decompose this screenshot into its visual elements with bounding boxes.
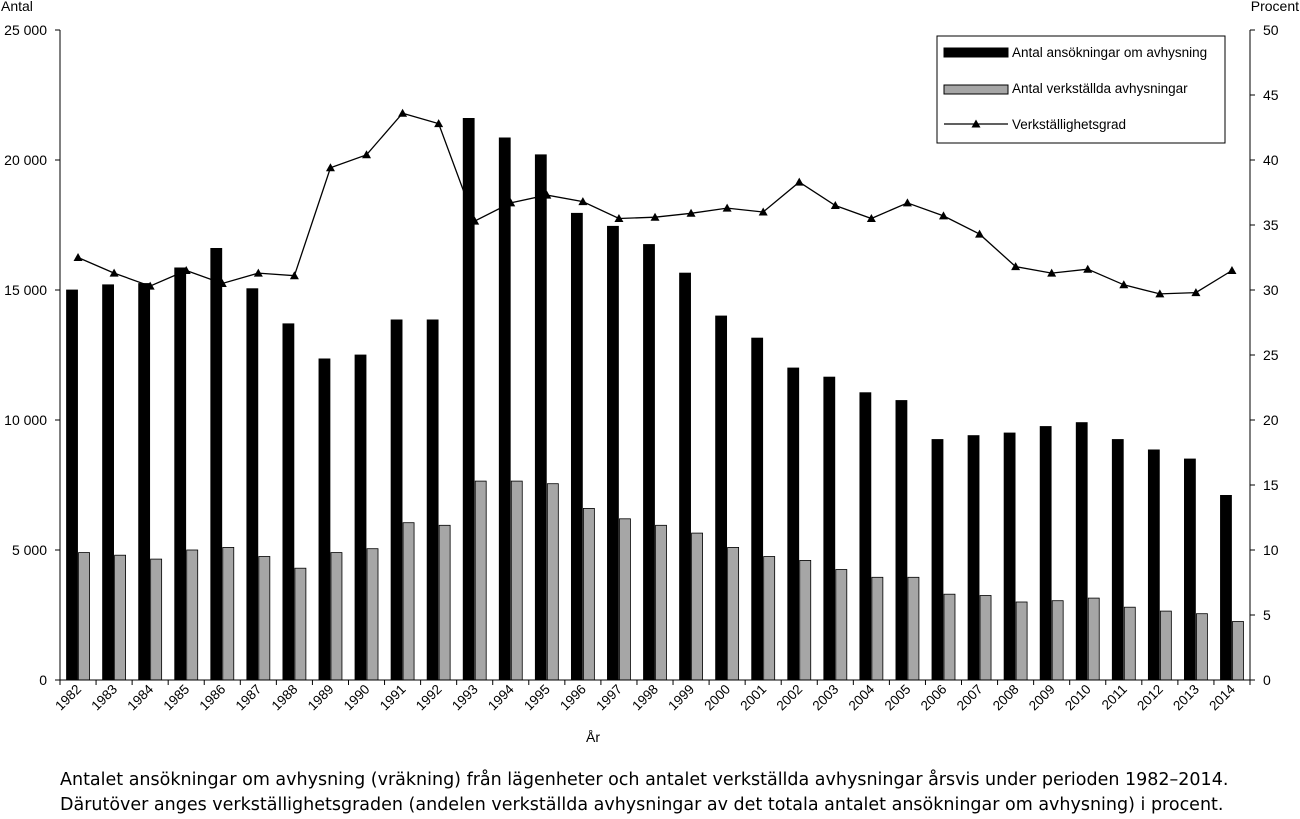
x-tick-label: 1999 [665,681,698,714]
x-tick-label: 2009 [1025,681,1058,714]
bar-executed [79,553,90,680]
bar-executed [475,481,486,680]
bar-applications [103,285,114,680]
bar-executed [656,525,667,680]
x-tick-label: 1994 [485,681,517,714]
x-tick-label: 1988 [268,681,301,714]
rate-point [398,109,407,117]
right-tick-label: 40 [1263,152,1279,168]
bar-executed [619,519,630,680]
figure-caption [60,768,1290,818]
bar-applications [716,316,727,680]
legend-label-applications: Antal ansökningar om avhysning [1012,45,1208,60]
x-tick-label: 2013 [1170,681,1203,714]
legend-label-executed: Antal verkställda avhysningar [1012,81,1188,96]
x-tick-label: 1996 [557,681,590,714]
x-tick-label: 2008 [989,681,1022,714]
left-tick-label: 10 000 [4,412,47,428]
legend-label-rate: Verkställighetsgrad [1012,117,1127,132]
left-tick-label: 25 000 [4,22,47,38]
rate-point [975,230,984,238]
bar-executed [1124,607,1135,680]
x-tick-label: 2007 [953,681,986,714]
legend-swatch-executed [944,85,1008,94]
rate-point [795,178,804,186]
bar-applications [427,320,438,680]
bar-applications [860,393,871,680]
right-tick-label: 10 [1263,542,1279,558]
bar-applications [355,355,366,680]
rate-point [723,204,732,212]
x-tick-label: 1993 [448,681,481,714]
x-tick-label: 2014 [1206,681,1239,714]
bar-applications [139,284,150,681]
rate-point [1083,265,1092,273]
bars [67,118,1244,680]
bar-applications [932,440,943,681]
x-tick-label: 1998 [629,681,662,714]
bar-applications [1184,459,1195,680]
bar-applications [571,213,582,680]
x-tick-label: 2003 [809,681,842,714]
left-tick-label: 20 000 [4,152,47,168]
x-tick-label: 2010 [1061,681,1094,714]
left-tick-label: 5 000 [11,542,47,558]
right-axis-title: Procent [1250,0,1299,14]
x-tick-label: 1987 [232,681,265,714]
bar-executed [187,550,198,680]
right-axis [1250,22,1279,688]
bar-executed [728,547,739,680]
bar-applications [680,273,691,680]
bar-executed [764,557,775,681]
x-tick-label: 1997 [593,681,626,714]
bar-applications [463,118,474,680]
right-tick-label: 30 [1263,282,1279,298]
bar-applications [283,324,294,680]
bar-executed [295,568,306,680]
right-tick-label: 25 [1263,347,1279,363]
bar-applications [1148,450,1159,680]
bar-applications [319,359,330,680]
bar-applications [752,338,763,680]
x-tick-label: 1990 [340,681,373,714]
bar-applications [607,226,618,680]
bar-applications [535,155,546,680]
bar-executed [872,577,883,680]
x-tick-label: 1991 [376,681,409,714]
bar-applications [788,368,799,680]
bar-executed [1052,601,1063,680]
bar-applications [1004,433,1015,680]
x-tick-label: 2001 [737,681,770,714]
bar-executed [692,533,703,680]
x-tick-label: 2004 [845,681,878,714]
left-tick-label: 15 000 [4,282,47,298]
bar-applications [1040,427,1051,681]
x-tick-label: 1983 [88,681,121,714]
x-tick-label: 2006 [917,681,950,714]
legend [937,36,1225,143]
bar-applications [175,268,186,680]
x-axis [52,680,1250,713]
rate-point [74,253,83,261]
rate-point [254,269,263,277]
rate-point [110,269,119,277]
x-tick-label: 2012 [1134,681,1166,714]
bar-executed [439,525,450,680]
bar-executed [836,570,847,681]
bar-executed [403,523,414,680]
bar-applications [67,290,78,680]
right-tick-label: 15 [1263,477,1279,493]
rate-point [903,198,912,206]
bar-executed [980,596,991,681]
bar-executed [223,547,234,680]
bar-applications [1112,440,1123,681]
x-tick-label: 2000 [701,681,734,714]
bar-executed [908,577,919,680]
left-axis-title: Antal [1,0,33,14]
bar-applications [499,138,510,680]
right-tick-label: 0 [1263,672,1271,688]
left-axis [4,22,60,688]
left-tick-label: 0 [39,672,47,688]
bar-executed [331,553,342,680]
bar-executed [547,484,558,680]
bar-executed [259,557,270,681]
x-tick-label: 1986 [196,681,229,714]
bar-executed [511,481,522,680]
bar-executed [1088,598,1099,680]
bar-applications [1076,423,1087,680]
legend-swatch-applications [944,48,1008,57]
bar-applications [1220,495,1231,680]
bar-applications [644,245,655,681]
bar-executed [1160,611,1171,680]
bar-executed [583,508,594,680]
bar-executed [1232,622,1243,681]
rate-point [831,201,840,209]
right-tick-label: 50 [1263,22,1279,38]
bar-executed [367,549,378,680]
x-tick-label: 1984 [124,681,157,714]
bar-applications [896,401,907,681]
caption-line-2: Därutöver anges verkställighetsgraden (andelen verkställda avhysningar av det totala antalet ansökningar om avhysning) i procent. [60,795,1224,815]
x-tick-label: 1995 [521,681,553,714]
x-tick-label: 1985 [160,681,193,714]
caption-line-1: Antalet ansökningar om avhysning (vräkning) från lägenheter och antalet verkställda avhysningar årsvis under perioden 1982–2014. [60,770,1229,790]
x-tick-label: 1992 [412,681,445,714]
bar-applications [968,436,979,680]
x-tick-label: 2011 [1098,681,1130,713]
x-axis-title: År [586,729,600,745]
bar-applications [824,377,835,680]
x-tick-label: 2005 [881,681,914,714]
right-tick-label: 5 [1263,607,1271,623]
x-tick-label: 1989 [304,681,337,714]
bar-executed [115,555,126,680]
x-tick-label: 1982 [52,681,85,714]
right-tick-label: 35 [1263,217,1279,233]
bar-executed [800,560,811,680]
x-tick-label: 2002 [773,681,806,714]
bar-applications [391,320,402,680]
bar-executed [1196,614,1207,680]
bar-executed [944,594,955,680]
bar-applications [211,248,222,680]
right-tick-label: 45 [1263,87,1279,103]
rate-point [1119,280,1128,288]
bar-executed [1016,602,1027,680]
right-tick-label: 20 [1263,412,1279,428]
bar-applications [247,289,258,680]
bar-executed [151,559,162,680]
rate-point [1227,266,1236,274]
